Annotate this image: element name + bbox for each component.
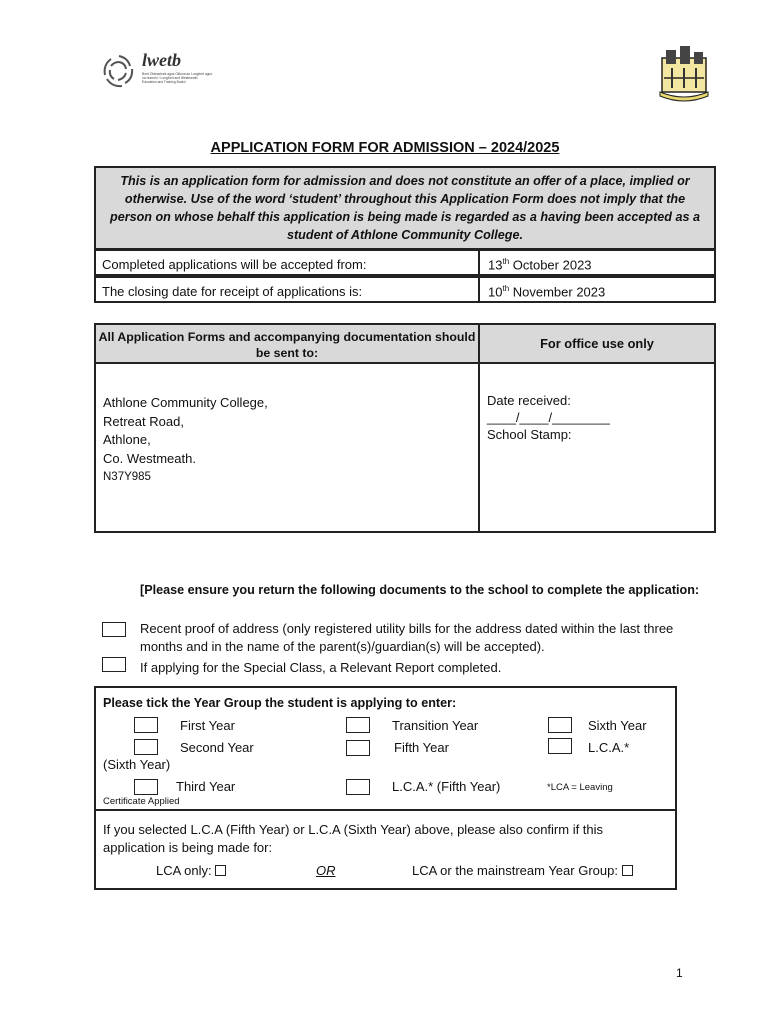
- lca-only-option: LCA only:: [156, 863, 226, 878]
- fifth-year-label: Fifth Year: [394, 740, 449, 755]
- lca-sixth-label: L.C.A.*: [588, 740, 630, 755]
- postcode: N37Y985: [103, 471, 151, 483]
- brand-subtitle: Bord Oideachais agus Oiliúna an Longfoirt agus na hIarmhí / Longford and Westmeath Education and Training Board: [142, 72, 213, 84]
- open-date-row: [94, 249, 716, 276]
- intro-notice: This is an application form for admission and does not constitute an offer of a place, implied or otherwise. Use of the word ‘student’ throughout this Application Form does not imply that the person on whose behalf this application is being made is regarded as a having been accepted as a student of Athlone Community College.: [94, 166, 716, 250]
- page-number: 1: [676, 966, 683, 980]
- proof-of-address-checkbox[interactable]: [102, 622, 126, 637]
- lca-note: *LCA = Leaving: [547, 782, 613, 793]
- lca-mainstream-option: LCA or the mainstream Year Group:: [412, 863, 633, 878]
- year-group-heading: Please tick the Year Group the student is applying to enter:: [103, 696, 457, 710]
- sixth-year-checkbox[interactable]: [548, 717, 572, 733]
- fifth-year-checkbox[interactable]: [346, 740, 370, 756]
- school-address: Athlone Community College, Retreat Road, Athlone, Co. Westmeath. N37Y985: [103, 394, 268, 487]
- open-date-value: 13th October 2023: [488, 257, 592, 273]
- third-year-checkbox[interactable]: [134, 779, 158, 795]
- school-stamp-label: School Stamp:: [487, 427, 572, 442]
- lca-sixth-year-checkbox[interactable]: [548, 738, 572, 754]
- school-crest-icon: [652, 44, 716, 106]
- lca-mainstream-checkbox[interactable]: [622, 865, 633, 876]
- office-use-heading: For office use only: [480, 325, 714, 364]
- second-year-checkbox[interactable]: [134, 739, 158, 755]
- proof-of-address-text: Recent proof of address (only registered utility bills for the address dated within the last three months and in the name of the parent(s)/guardian(s) will be accepted).: [140, 621, 674, 654]
- relevant-report-checkbox[interactable]: [102, 657, 126, 672]
- lca-only-checkbox[interactable]: [215, 865, 226, 876]
- page-title: APPLICATION FORM FOR ADMISSION – 2024/2025: [210, 140, 560, 156]
- date-received-label: Date received:: [487, 393, 571, 408]
- open-date-label: Completed applications will be accepted from:: [102, 257, 367, 272]
- certificate-applied-note: Certificate Applied: [103, 796, 180, 807]
- first-year-checkbox[interactable]: [134, 717, 158, 733]
- lwetb-logo: [100, 50, 213, 96]
- relevant-report-text: If applying for the Special Class, a Relevant Report completed.: [140, 660, 502, 675]
- second-year-label: Second Year: [180, 740, 254, 755]
- office-use-fields: [487, 392, 610, 443]
- close-date-label: The closing date for receipt of applications is:: [102, 284, 363, 299]
- address-box: [94, 323, 716, 533]
- address-heading: All Application Forms and accompanying documentation should be sent to:: [96, 325, 480, 364]
- first-year-label: First Year: [180, 718, 235, 733]
- transition-year-label: Transition Year: [392, 718, 479, 733]
- transition-year-checkbox[interactable]: [346, 717, 370, 733]
- close-date-row: [94, 276, 716, 303]
- third-year-label: Third Year: [176, 779, 236, 794]
- year-group-box: [94, 686, 677, 890]
- sixth-year-label: Sixth Year: [588, 718, 647, 733]
- brand-name: lwetb: [142, 50, 181, 70]
- documents-heading: [Please ensure you return the following documents to the school to complete the application:: [140, 583, 700, 597]
- lca-fifth-year-checkbox[interactable]: [346, 779, 370, 795]
- date-received-blank[interactable]: ____/____/________: [487, 410, 610, 425]
- close-date-value: 10th November 2023: [488, 284, 606, 300]
- lca-fifth-label: L.C.A.* (Fifth Year): [392, 779, 501, 794]
- or-label: OR: [316, 863, 336, 878]
- swirl-logo-icon: [100, 52, 138, 90]
- lca-question: If you selected L.C.A (Fifth Year) or L.C.A (Sixth Year) above, please also confirm if this application is being made for:: [103, 822, 604, 855]
- sixth-year-wrap-label: (Sixth Year): [103, 757, 171, 772]
